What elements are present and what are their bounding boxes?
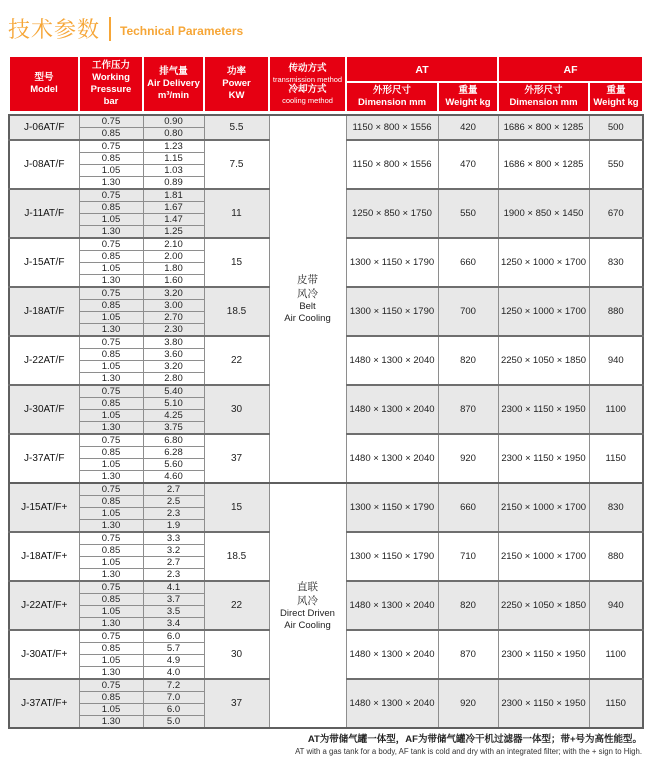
power-cell: 30 — [204, 630, 269, 679]
pressure-cell: 0.75 — [79, 483, 143, 496]
delivery-cell: 2.70 — [143, 312, 204, 324]
pressure-cell: 1.30 — [79, 324, 143, 337]
model-cell: J-30AT/F — [9, 385, 79, 434]
af-dimension-cell: 2300 × 1150 × 1950 — [498, 385, 589, 434]
delivery-cell: 1.47 — [143, 214, 204, 226]
delivery-cell: 2.7 — [143, 557, 204, 569]
pressure-cell: 1.05 — [79, 165, 143, 177]
delivery-cell: 4.60 — [143, 471, 204, 484]
at-weight-cell: 710 — [438, 532, 498, 581]
delivery-cell: 5.60 — [143, 459, 204, 471]
af-weight-cell: 940 — [589, 581, 643, 630]
pressure-cell: 0.75 — [79, 434, 143, 447]
at-weight-cell: 420 — [438, 115, 498, 140]
parameters-table-header — [8, 55, 644, 113]
delivery-cell: 3.5 — [143, 606, 204, 618]
pressure-cell: 0.85 — [79, 153, 143, 165]
delivery-cell: 2.3 — [143, 508, 204, 520]
parameters-table — [8, 114, 644, 729]
pressure-cell: 0.75 — [79, 115, 143, 128]
header-model: 型号 Model — [9, 56, 79, 112]
method-cell: 皮带 风冷 Belt Air Cooling — [269, 115, 346, 483]
table-head — [9, 56, 643, 112]
pressure-cell: 0.85 — [79, 692, 143, 704]
header-power: 功率 Power KW — [204, 56, 269, 112]
delivery-cell: 1.60 — [143, 275, 204, 288]
delivery-cell: 5.10 — [143, 398, 204, 410]
pressure-cell: 1.30 — [79, 667, 143, 680]
table-row — [9, 483, 643, 496]
pressure-cell: 0.85 — [79, 349, 143, 361]
delivery-cell: 3.7 — [143, 594, 204, 606]
model-cell: J-30AT/F+ — [9, 630, 79, 679]
table-section-2 — [9, 483, 643, 728]
at-weight-cell: 660 — [438, 483, 498, 532]
af-weight-cell: 1100 — [589, 630, 643, 679]
header-method: 传动方式 transmission method 冷却方式 cooling method — [269, 56, 346, 112]
power-cell: 22 — [204, 581, 269, 630]
pressure-cell: 1.05 — [79, 410, 143, 422]
delivery-cell: 7.2 — [143, 679, 204, 692]
af-dimension-cell: 1686 × 800 × 1285 — [498, 115, 589, 140]
at-dimension-cell: 1480 × 1300 × 2040 — [346, 679, 438, 728]
pressure-cell: 0.75 — [79, 630, 143, 643]
delivery-cell: 1.67 — [143, 202, 204, 214]
af-weight-cell: 830 — [589, 238, 643, 287]
delivery-cell: 4.1 — [143, 581, 204, 594]
model-cell: J-37AT/F+ — [9, 679, 79, 728]
delivery-cell: 2.7 — [143, 483, 204, 496]
delivery-cell: 2.00 — [143, 251, 204, 263]
pressure-cell: 1.05 — [79, 361, 143, 373]
pressure-cell: 0.85 — [79, 300, 143, 312]
power-cell: 7.5 — [204, 140, 269, 189]
header-air-delivery: 排气量 Air Delivery m³/min — [143, 56, 204, 112]
header-at-group: AT — [346, 56, 498, 82]
pressure-cell: 0.75 — [79, 581, 143, 594]
at-dimension-cell: 1480 × 1300 × 2040 — [346, 385, 438, 434]
pressure-cell: 1.30 — [79, 569, 143, 582]
footnote — [8, 734, 642, 757]
delivery-cell: 2.30 — [143, 324, 204, 337]
at-dimension-cell: 1480 × 1300 × 2040 — [346, 581, 438, 630]
method-cell: 直联 风冷 Direct Driven Air Cooling — [269, 483, 346, 728]
delivery-cell: 3.20 — [143, 361, 204, 373]
delivery-cell: 2.5 — [143, 496, 204, 508]
at-dimension-cell: 1300 × 1150 × 1790 — [346, 238, 438, 287]
power-cell: 5.5 — [204, 115, 269, 140]
pressure-cell: 0.85 — [79, 128, 143, 141]
af-weight-cell: 1100 — [589, 385, 643, 434]
pressure-cell: 1.30 — [79, 471, 143, 484]
delivery-cell: 1.81 — [143, 189, 204, 202]
pressure-cell: 1.30 — [79, 275, 143, 288]
pressure-cell: 1.30 — [79, 618, 143, 631]
delivery-cell: 6.28 — [143, 447, 204, 459]
at-dimension-cell: 1300 × 1150 × 1790 — [346, 287, 438, 336]
pressure-cell: 1.30 — [79, 373, 143, 386]
model-cell: J-15AT/F+ — [9, 483, 79, 532]
delivery-cell: 1.25 — [143, 226, 204, 239]
pressure-cell: 0.85 — [79, 545, 143, 557]
delivery-cell: 2.10 — [143, 238, 204, 251]
header-at-dimension: 外形尺寸 Dimension mm — [346, 82, 438, 112]
at-dimension-cell: 1480 × 1300 × 2040 — [346, 336, 438, 385]
table-section-1 — [9, 115, 643, 483]
pressure-cell: 0.75 — [79, 532, 143, 545]
pressure-cell: 1.05 — [79, 263, 143, 275]
pressure-cell: 0.85 — [79, 447, 143, 459]
pressure-cell: 0.75 — [79, 140, 143, 153]
delivery-cell: 3.80 — [143, 336, 204, 349]
delivery-cell: 0.90 — [143, 115, 204, 128]
model-cell: J-18AT/F — [9, 287, 79, 336]
at-weight-cell: 660 — [438, 238, 498, 287]
at-dimension-cell: 1480 × 1300 × 2040 — [346, 434, 438, 483]
pressure-cell: 1.05 — [79, 459, 143, 471]
delivery-cell: 1.23 — [143, 140, 204, 153]
header-af-weight: 重量 Weight kg — [589, 82, 643, 112]
model-cell: J-37AT/F — [9, 434, 79, 483]
title-divider — [109, 17, 111, 41]
pressure-cell: 1.05 — [79, 557, 143, 569]
at-weight-cell: 470 — [438, 140, 498, 189]
pressure-cell: 0.75 — [79, 336, 143, 349]
af-dimension-cell: 2300 × 1150 × 1950 — [498, 679, 589, 728]
at-weight-cell: 700 — [438, 287, 498, 336]
header-af-dimension: 外形尺寸 Dimension mm — [498, 82, 589, 112]
power-cell: 15 — [204, 483, 269, 532]
model-cell: J-08AT/F — [9, 140, 79, 189]
af-dimension-cell: 1250 × 1000 × 1700 — [498, 287, 589, 336]
model-cell: J-11AT/F — [9, 189, 79, 238]
af-weight-cell: 670 — [589, 189, 643, 238]
at-weight-cell: 870 — [438, 385, 498, 434]
delivery-cell: 5.40 — [143, 385, 204, 398]
header-af-group: AF — [498, 56, 643, 82]
af-weight-cell: 940 — [589, 336, 643, 385]
delivery-cell: 6.80 — [143, 434, 204, 447]
pressure-cell: 1.30 — [79, 520, 143, 533]
pressure-cell: 1.05 — [79, 508, 143, 520]
footnote-en: AT with a gas tank for a body, AF tank is cold and dry with an integrated filter; with the + sign to High. — [295, 747, 642, 756]
at-weight-cell: 920 — [438, 434, 498, 483]
delivery-cell: 4.9 — [143, 655, 204, 667]
pressure-cell: 0.75 — [79, 287, 143, 300]
af-dimension-cell: 1686 × 800 × 1285 — [498, 140, 589, 189]
pressure-cell: 0.75 — [79, 238, 143, 251]
af-dimension-cell: 2150 × 1000 × 1700 — [498, 532, 589, 581]
af-weight-cell: 880 — [589, 287, 643, 336]
power-cell: 37 — [204, 434, 269, 483]
af-dimension-cell: 2250 × 1050 × 1850 — [498, 336, 589, 385]
power-cell: 11 — [204, 189, 269, 238]
delivery-cell: 4.25 — [143, 410, 204, 422]
delivery-cell: 1.15 — [143, 153, 204, 165]
at-weight-cell: 920 — [438, 679, 498, 728]
pressure-cell: 0.85 — [79, 251, 143, 263]
delivery-cell: 1.9 — [143, 520, 204, 533]
pressure-cell: 0.75 — [79, 385, 143, 398]
af-dimension-cell: 1250 × 1000 × 1700 — [498, 238, 589, 287]
delivery-cell: 5.7 — [143, 643, 204, 655]
at-dimension-cell: 1300 × 1150 × 1790 — [346, 483, 438, 532]
delivery-cell: 3.60 — [143, 349, 204, 361]
at-weight-cell: 820 — [438, 581, 498, 630]
power-cell: 18.5 — [204, 287, 269, 336]
page-title-zh: 技术参数 — [8, 16, 101, 42]
pressure-cell: 0.75 — [79, 679, 143, 692]
at-dimension-cell: 1480 × 1300 × 2040 — [346, 630, 438, 679]
af-weight-cell: 830 — [589, 483, 643, 532]
delivery-cell: 2.80 — [143, 373, 204, 386]
pressure-cell: 1.05 — [79, 655, 143, 667]
delivery-cell: 3.2 — [143, 545, 204, 557]
delivery-cell: 1.80 — [143, 263, 204, 275]
power-cell: 30 — [204, 385, 269, 434]
pressure-cell: 1.30 — [79, 716, 143, 729]
af-weight-cell: 1150 — [589, 679, 643, 728]
header-working-pressure: 工作压力 Working Pressure bar — [79, 56, 143, 112]
at-dimension-cell: 1150 × 800 × 1556 — [346, 115, 438, 140]
header-at-weight: 重量 Weight kg — [438, 82, 498, 112]
power-cell: 15 — [204, 238, 269, 287]
pressure-cell: 0.85 — [79, 398, 143, 410]
power-cell: 37 — [204, 679, 269, 728]
at-dimension-cell: 1300 × 1150 × 1790 — [346, 532, 438, 581]
af-dimension-cell: 2300 × 1150 × 1950 — [498, 630, 589, 679]
delivery-cell: 6.0 — [143, 704, 204, 716]
footnote-zh: AT为带储气罐一体型，AF为带储气罐冷干机过滤器一体型；带+号为高性能型。 — [307, 734, 642, 745]
pressure-cell: 0.85 — [79, 594, 143, 606]
delivery-cell: 3.4 — [143, 618, 204, 631]
delivery-cell: 6.0 — [143, 630, 204, 643]
af-weight-cell: 550 — [589, 140, 643, 189]
at-dimension-cell: 1150 × 800 × 1556 — [346, 140, 438, 189]
model-cell: J-22AT/F+ — [9, 581, 79, 630]
page-title — [0, 0, 650, 46]
af-weight-cell: 500 — [589, 115, 643, 140]
at-weight-cell: 550 — [438, 189, 498, 238]
delivery-cell: 0.89 — [143, 177, 204, 190]
delivery-cell: 0.80 — [143, 128, 204, 141]
pressure-cell: 1.05 — [79, 606, 143, 618]
delivery-cell: 3.20 — [143, 287, 204, 300]
pressure-cell: 1.30 — [79, 177, 143, 190]
pressure-cell: 1.05 — [79, 312, 143, 324]
af-weight-cell: 880 — [589, 532, 643, 581]
model-cell: J-18AT/F+ — [9, 532, 79, 581]
pressure-cell: 0.85 — [79, 643, 143, 655]
model-cell: J-06AT/F — [9, 115, 79, 140]
page-title-en: Technical Parameters — [120, 24, 244, 38]
table-row — [9, 115, 643, 128]
at-weight-cell: 820 — [438, 336, 498, 385]
at-weight-cell: 870 — [438, 630, 498, 679]
pressure-cell: 1.30 — [79, 226, 143, 239]
delivery-cell: 5.0 — [143, 716, 204, 729]
af-dimension-cell: 1900 × 850 × 1450 — [498, 189, 589, 238]
pressure-cell: 1.05 — [79, 704, 143, 716]
delivery-cell: 3.75 — [143, 422, 204, 435]
delivery-cell: 1.03 — [143, 165, 204, 177]
pressure-cell: 0.75 — [79, 189, 143, 202]
af-dimension-cell: 2250 × 1050 × 1850 — [498, 581, 589, 630]
pressure-cell: 1.30 — [79, 422, 143, 435]
af-dimension-cell: 2150 × 1000 × 1700 — [498, 483, 589, 532]
model-cell: J-22AT/F — [9, 336, 79, 385]
power-cell: 22 — [204, 336, 269, 385]
af-dimension-cell: 2300 × 1150 × 1950 — [498, 434, 589, 483]
af-weight-cell: 1150 — [589, 434, 643, 483]
delivery-cell: 2.3 — [143, 569, 204, 582]
power-cell: 18.5 — [204, 532, 269, 581]
delivery-cell: 3.00 — [143, 300, 204, 312]
pressure-cell: 0.85 — [79, 496, 143, 508]
at-dimension-cell: 1250 × 850 × 1750 — [346, 189, 438, 238]
model-cell: J-15AT/F — [9, 238, 79, 287]
delivery-cell: 4.0 — [143, 667, 204, 680]
pressure-cell: 0.85 — [79, 202, 143, 214]
delivery-cell: 7.0 — [143, 692, 204, 704]
pressure-cell: 1.05 — [79, 214, 143, 226]
delivery-cell: 3.3 — [143, 532, 204, 545]
